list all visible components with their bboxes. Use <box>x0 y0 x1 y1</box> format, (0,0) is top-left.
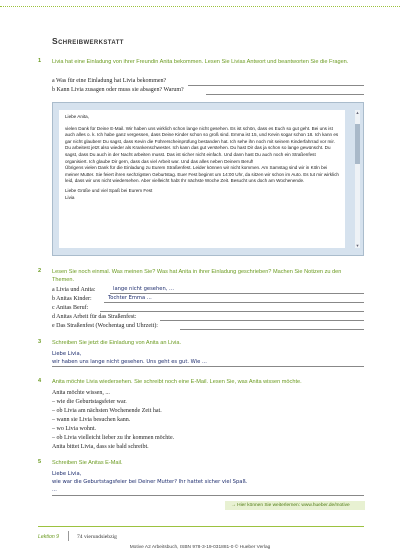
invitation-line-2: wir haben uns lange nicht gesehen. Uns geht es gut. Wie ... <box>52 359 207 365</box>
notes-line-c[interactable] <box>100 311 364 312</box>
email-body <box>59 110 345 248</box>
exercise-3-number: 3 <box>38 339 42 345</box>
wish-list-item: – ob Livia am nächsten Wochenende Zeit hat. <box>52 408 162 414</box>
exercise-5-instruction: Schreiben Sie Anitas E-Mail. <box>52 460 123 466</box>
notes-d-label: d Anitas Arbeit für das Straßenfest: <box>52 314 137 320</box>
footer-separator <box>68 531 69 541</box>
exercise-4-number: 4 <box>38 378 42 384</box>
exercise-4-instruction: Anita möchte Livia wiedersehen. Sie schreibt noch eine E-Mail. Lesen Sie, was Anita wissen möchte. <box>52 379 302 385</box>
footer-rule <box>38 526 364 527</box>
top-dotted-rule <box>0 0 400 7</box>
invitation-line-rule[interactable] <box>52 366 364 367</box>
publisher-line: Motive A2 Arbeitsbuch, ISBN 978-3-19-031881-0 © Hueber Verlag <box>129 545 271 550</box>
wish-list-item: Anita bittet Livia, dass sie bald schreibt. <box>52 444 149 450</box>
question-b: b Kann Livia zusagen oder muss sie absagen? Warum? <box>52 87 184 93</box>
email-reply-line-2: wie war die Geburtstagsfeier bei Deiner Mutter? Ihr hattet sicher viel Spaß. <box>52 479 248 485</box>
exercise-3-instruction: Schreiben Sie jetzt die Einladung von Anita an Livia. <box>52 340 182 346</box>
section-title: Schreibwerkstatt <box>52 36 124 46</box>
lesson-label: Lektion 9 <box>38 534 60 540</box>
answer-line-b[interactable] <box>206 94 364 95</box>
exercise-2-instruction: Lesen Sie noch einmal. Was meinen Sie? Was hat Anita in ihrer Einladung geschrieben? Machen Sie Notizen zu den Themen. <box>52 269 342 283</box>
answer-line-a[interactable] <box>188 85 364 86</box>
notes-c-label: c Anitas Beruf: <box>52 305 89 311</box>
notes-line-a[interactable] <box>110 293 364 294</box>
notes-b-answer: Tochter Emma ... <box>108 295 152 301</box>
notes-line-b[interactable] <box>104 302 364 303</box>
email-reply-line-1: Liebe Livia, <box>52 471 82 477</box>
email-closing: Liebe Grüße und viel Spaß bei Eurem Fest <box>65 187 153 193</box>
email-reply-line-3: ... <box>52 487 57 493</box>
invitation-line-1: Liebe Livia, <box>52 351 82 357</box>
email-greeting: Liebe Anita, <box>65 114 90 119</box>
email-paragraph-1: vielen Dank für Deine E-Mail. Wir haben uns wirklich schon lange nicht gesehen. Es ist schön, dass es Euch so gut geht. Bei uns ist auch alles o. k. Ich habe ganz vergessen, dass Deine Kinder schon so groß sind. Emma ist 15, und Kevin sogar schon 18. Ich kann es gar nicht glauben! Du sagst, dass Kevin die Führerscheinprüfung bestanden hat. Ich sehe ihn noch mit seinem Kinderfahrrad vor mir. <box>65 125 339 144</box>
scroll-up-icon[interactable]: ▲ <box>355 110 360 115</box>
further-learning-link[interactable]: → Hier können Sie weiterlernen: www.hueber.de/motive <box>225 501 365 510</box>
wish-list-item: Anita möchte wissen, ... <box>52 390 110 396</box>
email-paragraph-2: Du arbeitest jetzt also wieder als Krankenschwester. Ich kann das gut verstehen. Du hast Dir das ja schon so lange gewünscht. Du sagst, dass Du auch in der Nacht arbeiten musst. Das ist sicher nicht einfach. Und dann hast Du auch noch ein Straßenfest organisiert. Ich glaube Dir gern, dass das viel Arbeit war. Und das alles neben Deinem Beruf! <box>65 145 331 164</box>
notes-a-answer: lange nicht gesehen, ... <box>113 286 174 292</box>
scroll-down-icon[interactable]: ▼ <box>355 243 360 248</box>
page-number: 74 vierundsiebzig <box>77 534 117 540</box>
email-window <box>52 102 364 256</box>
exercise-2-number: 2 <box>38 268 42 274</box>
notes-line-d[interactable] <box>160 320 364 321</box>
scrollbar-thumb[interactable] <box>355 124 360 164</box>
question-a: a Was für eine Einladung hat Livia bekommen? <box>52 78 167 84</box>
email-scrollbar[interactable] <box>355 110 360 248</box>
notes-b-label: b Anitas Kinder: <box>52 296 92 302</box>
exercise-1-instruction: Livia hat eine Einladung von ihrer Freundin Anita bekommen. Lesen Sie Livias Antwort und beantworten Sie die Fragen. <box>52 59 349 65</box>
wish-list-item: – wo Livia wohnt. <box>52 426 96 432</box>
notes-e-label: e Das Straßenfest (Wochentag und Uhrzeit): <box>52 323 158 329</box>
wish-list-item: – wie die Geburtstagsfeier war. <box>52 399 127 405</box>
wish-list-item: – wann sie Livia besuchen kann. <box>52 417 131 423</box>
wish-list-item: – ob Livia vielleicht lieber zu ihr kommen möchte. <box>52 435 175 441</box>
email-reply-rule[interactable] <box>52 495 364 496</box>
exercise-5-number: 5 <box>38 459 42 465</box>
notes-line-e[interactable] <box>180 329 364 330</box>
email-signature: Livia <box>65 194 75 200</box>
exercise-1-number: 1 <box>38 58 42 64</box>
email-paragraph-3: Übrigens vielen Dank für die Einladung zu Eurem Straßenfest. Leider können wir nicht kommen. Am Samstag sind wir in Köln bei meiner Mutter. Sie feiert ihren sechzigsten Geburtstag. Euer Fest beginnt um 14:00 Uhr, da sitzen wir schon im Auto. Es tut mir wirklich leid, dass wir uns nicht wiedersehen. Aber vielleicht habt Ihr nächste Woche Zeit. Besucht uns doch am Wochenende. <box>65 165 339 184</box>
notes-a-label: a Livia und Anita: <box>52 287 96 293</box>
